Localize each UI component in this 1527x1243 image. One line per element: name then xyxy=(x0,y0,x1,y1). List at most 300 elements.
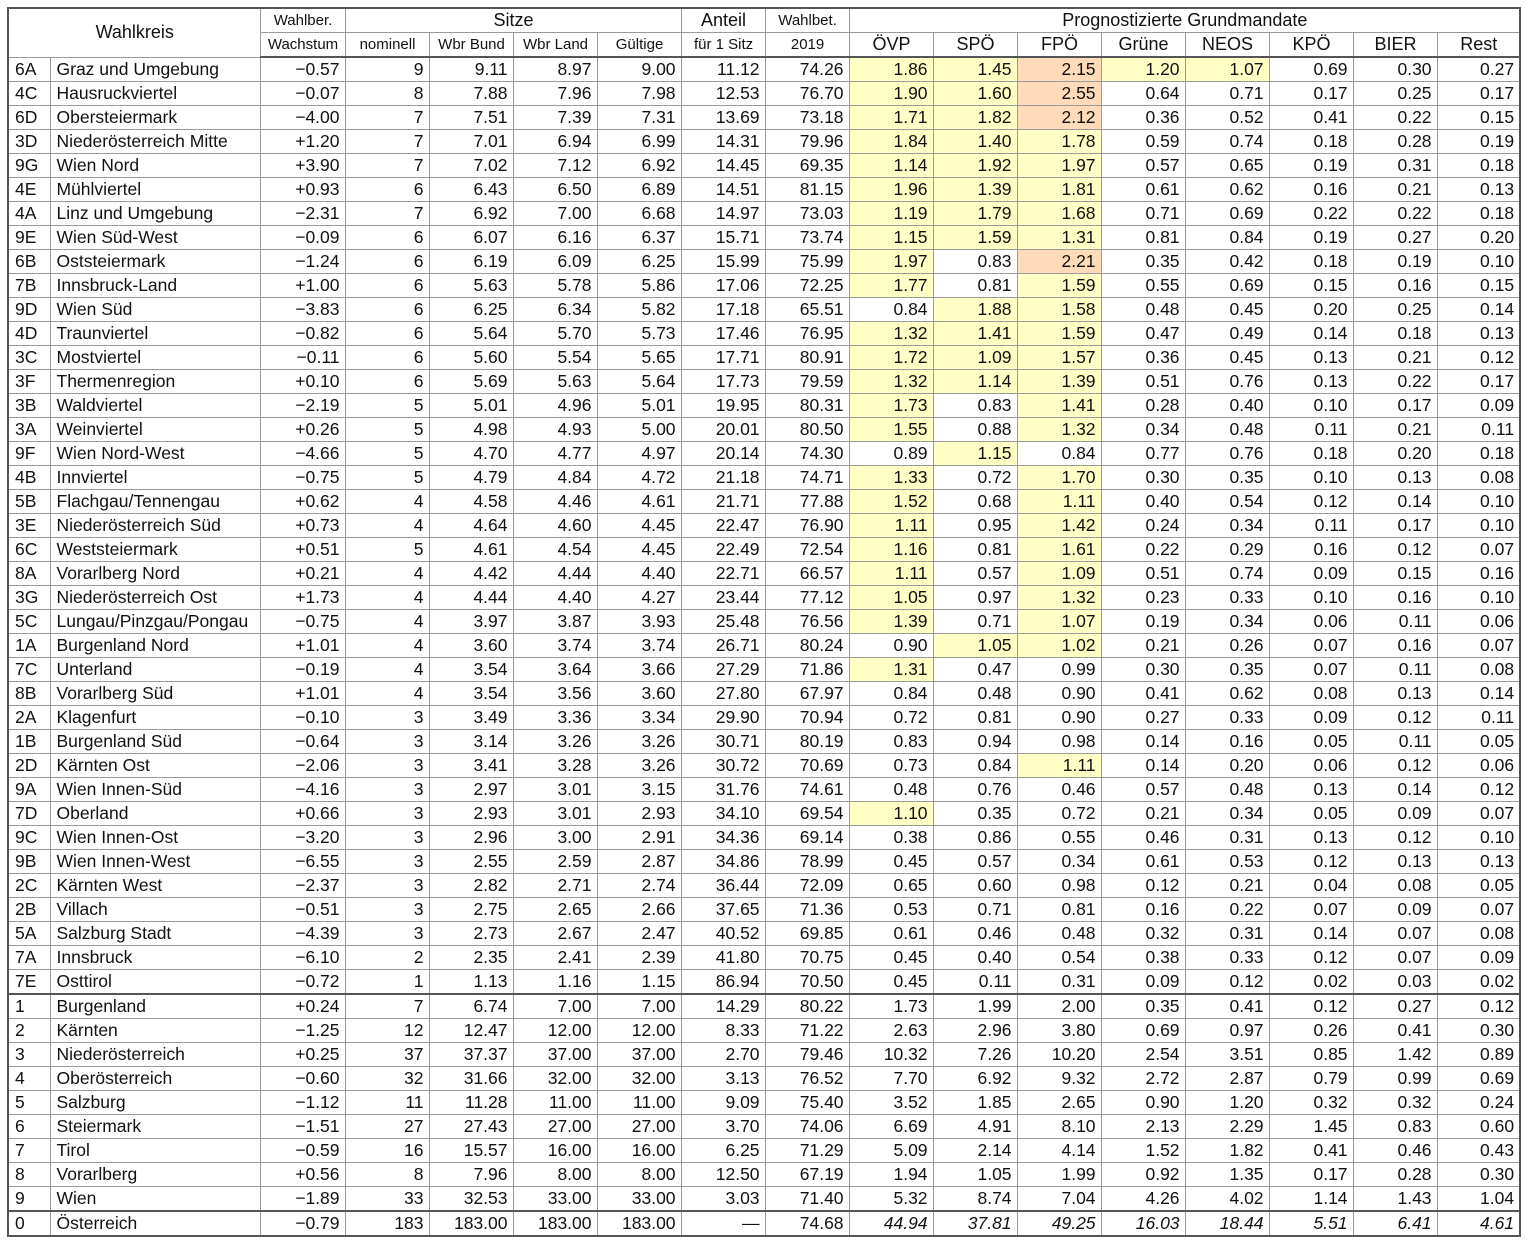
cell-anteil: 29.90 xyxy=(681,706,765,730)
cell-party-gruene: 2.54 xyxy=(1101,1043,1185,1067)
cell-party-gruene: 4.26 xyxy=(1101,1187,1185,1212)
cell-wbr-land: 2.65 xyxy=(513,898,597,922)
cell-gueltige: 6.25 xyxy=(597,250,681,274)
cell-gueltige: 3.34 xyxy=(597,706,681,730)
cell-gueltige: 4.61 xyxy=(597,490,681,514)
cell-wbr-bund: 7.02 xyxy=(429,154,513,178)
cell-wbr-land: 3.26 xyxy=(513,730,597,754)
cell-wbr-bund: 7.88 xyxy=(429,82,513,106)
cell-party-bier: 6.41 xyxy=(1353,1211,1437,1236)
cell-gueltige: 3.60 xyxy=(597,682,681,706)
cell-party-kpoe: 0.26 xyxy=(1269,1019,1353,1043)
cell-party-fpoe: 7.04 xyxy=(1017,1187,1101,1212)
cell-wahlbet: 71.22 xyxy=(765,1019,849,1043)
cell-party-kpoe: 0.69 xyxy=(1269,57,1353,82)
cell-party-kpoe: 0.41 xyxy=(1269,106,1353,130)
cell-party-gruene: 0.36 xyxy=(1101,106,1185,130)
cell-wbr-land: 6.16 xyxy=(513,226,597,250)
cell-party-fpoe: 0.72 xyxy=(1017,802,1101,826)
cell-gueltige: 9.00 xyxy=(597,57,681,82)
cell-wbr-bund: 3.54 xyxy=(429,658,513,682)
row-code: 1 xyxy=(8,994,50,1019)
cell-anteil: 2.70 xyxy=(681,1043,765,1067)
cell-party-kpoe: 0.13 xyxy=(1269,778,1353,802)
cell-party-rest: 0.18 xyxy=(1437,154,1520,178)
cell-party-gruene: 2.72 xyxy=(1101,1067,1185,1091)
cell-party-bier: 0.16 xyxy=(1353,274,1437,298)
cell-anteil: 31.76 xyxy=(681,778,765,802)
cell-nominell: 8 xyxy=(345,1163,429,1187)
cell-anteil: 17.46 xyxy=(681,322,765,346)
row-code: 8B xyxy=(8,682,50,706)
cell-party-neos: 1.07 xyxy=(1185,57,1269,82)
cell-wbr-land: 4.40 xyxy=(513,586,597,610)
row-code: 7B xyxy=(8,274,50,298)
cell-party-bier: 0.41 xyxy=(1353,1019,1437,1043)
cell-party-rest: 0.13 xyxy=(1437,178,1520,202)
cell-party-rest: 0.13 xyxy=(1437,322,1520,346)
cell-gueltige: 2.74 xyxy=(597,874,681,898)
cell-party-neos: 1.20 xyxy=(1185,1091,1269,1115)
cell-anteil: 21.71 xyxy=(681,490,765,514)
cell-party-kpoe: 0.10 xyxy=(1269,586,1353,610)
cell-wbr-land: 27.00 xyxy=(513,1115,597,1139)
row-name: Wien Innen-Süd xyxy=(50,778,260,802)
election-table-container xyxy=(7,7,1521,1237)
row-name: Burgenland xyxy=(50,994,260,1019)
cell-wahlbet: 70.94 xyxy=(765,706,849,730)
cell-party-fpoe: 1.59 xyxy=(1017,322,1101,346)
cell-anteil: 8.33 xyxy=(681,1019,765,1043)
cell-wachstum: −6.55 xyxy=(260,850,345,874)
cell-party-fpoe: 1.02 xyxy=(1017,634,1101,658)
cell-wbr-bund: 4.42 xyxy=(429,562,513,586)
cell-party-bier: 0.22 xyxy=(1353,106,1437,130)
cell-wbr-land: 3.00 xyxy=(513,826,597,850)
header-party-fpoe: FPÖ xyxy=(1017,33,1101,58)
cell-party-neos: 0.74 xyxy=(1185,130,1269,154)
cell-party-kpoe: 0.18 xyxy=(1269,442,1353,466)
cell-nominell: 7 xyxy=(345,106,429,130)
cell-party-rest: 0.10 xyxy=(1437,250,1520,274)
cell-wachstum: −1.24 xyxy=(260,250,345,274)
row-code: 9F xyxy=(8,442,50,466)
cell-wbr-land: 12.00 xyxy=(513,1019,597,1043)
cell-anteil: 14.45 xyxy=(681,154,765,178)
cell-party-kpoe: 0.15 xyxy=(1269,274,1353,298)
cell-party-neos: 0.48 xyxy=(1185,778,1269,802)
cell-party-fpoe: 49.25 xyxy=(1017,1211,1101,1236)
cell-wbr-land: 7.96 xyxy=(513,82,597,106)
district-row xyxy=(8,634,1520,658)
district-row xyxy=(8,466,1520,490)
cell-party-gruene: 0.23 xyxy=(1101,586,1185,610)
row-name: Burgenland Süd xyxy=(50,730,260,754)
cell-party-neos: 0.35 xyxy=(1185,466,1269,490)
header-party-kpoe: KPÖ xyxy=(1269,33,1353,58)
state-row xyxy=(8,1067,1520,1091)
cell-party-gruene: 0.55 xyxy=(1101,274,1185,298)
header-wahlkreis: Wahlkreis xyxy=(8,8,260,57)
cell-party-gruene: 2.13 xyxy=(1101,1115,1185,1139)
cell-nominell: 3 xyxy=(345,730,429,754)
cell-party-fpoe: 1.11 xyxy=(1017,754,1101,778)
cell-party-gruene: 0.21 xyxy=(1101,802,1185,826)
cell-party-gruene: 0.30 xyxy=(1101,466,1185,490)
cell-wbr-land: 7.12 xyxy=(513,154,597,178)
cell-party-kpoe: 0.12 xyxy=(1269,850,1353,874)
cell-party-bier: 0.12 xyxy=(1353,706,1437,730)
row-code: 3F xyxy=(8,370,50,394)
cell-party-spoe: 0.84 xyxy=(933,754,1017,778)
cell-gueltige: 5.65 xyxy=(597,346,681,370)
cell-party-neos: 0.31 xyxy=(1185,826,1269,850)
cell-wbr-bund: 7.96 xyxy=(429,1163,513,1187)
cell-party-gruene: 0.24 xyxy=(1101,514,1185,538)
cell-party-spoe: 1.05 xyxy=(933,1163,1017,1187)
cell-wahlbet: 71.86 xyxy=(765,658,849,682)
cell-nominell: 7 xyxy=(345,994,429,1019)
cell-party-oevp: 1.55 xyxy=(849,418,933,442)
row-name: Mühlviertel xyxy=(50,178,260,202)
cell-party-gruene: 0.51 xyxy=(1101,370,1185,394)
row-name: Österreich xyxy=(50,1211,260,1236)
cell-nominell: 6 xyxy=(345,370,429,394)
cell-wbr-bund: 6.25 xyxy=(429,298,513,322)
cell-party-oevp: 1.11 xyxy=(849,514,933,538)
cell-wbr-bund: 5.63 xyxy=(429,274,513,298)
row-name: Vorarlberg Nord xyxy=(50,562,260,586)
row-code: 2A xyxy=(8,706,50,730)
cell-gueltige: 7.31 xyxy=(597,106,681,130)
cell-wachstum: +1.01 xyxy=(260,682,345,706)
cell-party-fpoe: 2.00 xyxy=(1017,994,1101,1019)
cell-party-rest: 0.19 xyxy=(1437,130,1520,154)
cell-party-oevp: 1.73 xyxy=(849,394,933,418)
cell-party-bier: 0.83 xyxy=(1353,1115,1437,1139)
cell-nominell: 6 xyxy=(345,346,429,370)
cell-party-gruene: 0.36 xyxy=(1101,346,1185,370)
row-code: 2D xyxy=(8,754,50,778)
cell-party-neos: 0.20 xyxy=(1185,754,1269,778)
cell-party-bier: 0.14 xyxy=(1353,490,1437,514)
cell-party-gruene: 0.14 xyxy=(1101,730,1185,754)
cell-anteil: 37.65 xyxy=(681,898,765,922)
cell-party-oevp: 6.69 xyxy=(849,1115,933,1139)
cell-wahlbet: 80.31 xyxy=(765,394,849,418)
cell-party-kpoe: 0.06 xyxy=(1269,754,1353,778)
cell-gueltige: 7.00 xyxy=(597,994,681,1019)
cell-party-bier: 0.22 xyxy=(1353,370,1437,394)
cell-nominell: 3 xyxy=(345,922,429,946)
cell-party-kpoe: 0.14 xyxy=(1269,922,1353,946)
cell-party-spoe: 0.68 xyxy=(933,490,1017,514)
cell-party-spoe: 0.81 xyxy=(933,706,1017,730)
cell-party-spoe: 8.74 xyxy=(933,1187,1017,1212)
cell-party-kpoe: 0.05 xyxy=(1269,730,1353,754)
cell-wahlbet: 71.29 xyxy=(765,1139,849,1163)
cell-party-neos: 4.02 xyxy=(1185,1187,1269,1212)
row-code: 9A xyxy=(8,778,50,802)
row-name: Vorarlberg xyxy=(50,1163,260,1187)
cell-party-fpoe: 1.32 xyxy=(1017,586,1101,610)
cell-nominell: 11 xyxy=(345,1091,429,1115)
row-name: Salzburg xyxy=(50,1091,260,1115)
row-name: Osttirol xyxy=(50,970,260,995)
header-party-oevp: ÖVP xyxy=(849,33,933,58)
header-prognose: Prognostizierte Grundmandate xyxy=(849,8,1520,33)
cell-wachstum: +1.01 xyxy=(260,634,345,658)
cell-party-fpoe: 0.81 xyxy=(1017,898,1101,922)
cell-party-neos: 0.74 xyxy=(1185,562,1269,586)
cell-party-rest: 0.30 xyxy=(1437,1163,1520,1187)
cell-anteil: 14.31 xyxy=(681,130,765,154)
cell-gueltige: 6.68 xyxy=(597,202,681,226)
cell-wachstum: −0.82 xyxy=(260,322,345,346)
cell-party-rest: 0.11 xyxy=(1437,418,1520,442)
cell-party-fpoe: 0.55 xyxy=(1017,826,1101,850)
cell-wbr-bund: 7.51 xyxy=(429,106,513,130)
cell-nominell: 5 xyxy=(345,442,429,466)
cell-anteil: 27.29 xyxy=(681,658,765,682)
cell-party-gruene: 0.32 xyxy=(1101,922,1185,946)
cell-gueltige: 5.86 xyxy=(597,274,681,298)
cell-party-oevp: 1.90 xyxy=(849,82,933,106)
cell-anteil: 36.44 xyxy=(681,874,765,898)
cell-wbr-land: 32.00 xyxy=(513,1067,597,1091)
cell-anteil: — xyxy=(681,1211,765,1236)
cell-wbr-land: 3.36 xyxy=(513,706,597,730)
cell-wachstum: −0.64 xyxy=(260,730,345,754)
cell-party-fpoe: 2.55 xyxy=(1017,82,1101,106)
cell-wachstum: −0.57 xyxy=(260,57,345,82)
row-code: 9B xyxy=(8,850,50,874)
cell-wahlbet: 69.35 xyxy=(765,154,849,178)
cell-wahlbet: 74.68 xyxy=(765,1211,849,1236)
cell-wahlbet: 73.03 xyxy=(765,202,849,226)
cell-party-neos: 0.31 xyxy=(1185,922,1269,946)
cell-wahlbet: 69.85 xyxy=(765,922,849,946)
row-code: 6B xyxy=(8,250,50,274)
cell-wahlbet: 77.12 xyxy=(765,586,849,610)
cell-party-kpoe: 0.14 xyxy=(1269,322,1353,346)
cell-party-oevp: 1.05 xyxy=(849,586,933,610)
cell-party-spoe: 1.14 xyxy=(933,370,1017,394)
cell-party-fpoe: 0.98 xyxy=(1017,730,1101,754)
cell-party-kpoe: 0.16 xyxy=(1269,538,1353,562)
cell-party-gruene: 0.71 xyxy=(1101,202,1185,226)
cell-party-rest: 0.69 xyxy=(1437,1067,1520,1091)
cell-wachstum: −4.66 xyxy=(260,442,345,466)
cell-party-rest: 0.60 xyxy=(1437,1115,1520,1139)
cell-party-kpoe: 0.19 xyxy=(1269,154,1353,178)
header-gueltige: Gültige xyxy=(597,33,681,58)
header-wbr-land: Wbr Land xyxy=(513,33,597,58)
cell-party-gruene: 0.57 xyxy=(1101,154,1185,178)
cell-wbr-bund: 2.73 xyxy=(429,922,513,946)
row-code: 1A xyxy=(8,634,50,658)
cell-party-oevp: 44.94 xyxy=(849,1211,933,1236)
cell-party-rest: 0.09 xyxy=(1437,394,1520,418)
cell-party-kpoe: 0.20 xyxy=(1269,298,1353,322)
cell-party-bier: 0.15 xyxy=(1353,562,1437,586)
cell-party-kpoe: 0.41 xyxy=(1269,1139,1353,1163)
cell-party-gruene: 0.30 xyxy=(1101,658,1185,682)
cell-wahlbet: 76.52 xyxy=(765,1067,849,1091)
district-row xyxy=(8,706,1520,730)
cell-gueltige: 5.00 xyxy=(597,418,681,442)
cell-wbr-bund: 9.11 xyxy=(429,57,513,82)
cell-party-gruene: 0.38 xyxy=(1101,946,1185,970)
district-row xyxy=(8,57,1520,82)
cell-wbr-land: 6.34 xyxy=(513,298,597,322)
cell-party-neos: 0.69 xyxy=(1185,274,1269,298)
cell-wbr-land: 4.93 xyxy=(513,418,597,442)
cell-nominell: 12 xyxy=(345,1019,429,1043)
cell-party-gruene: 0.22 xyxy=(1101,538,1185,562)
cell-party-neos: 0.34 xyxy=(1185,802,1269,826)
cell-party-oevp: 0.89 xyxy=(849,442,933,466)
cell-wachstum: −4.00 xyxy=(260,106,345,130)
cell-party-gruene: 0.90 xyxy=(1101,1091,1185,1115)
cell-party-gruene: 0.35 xyxy=(1101,994,1185,1019)
cell-party-spoe: 0.83 xyxy=(933,250,1017,274)
district-row xyxy=(8,562,1520,586)
cell-party-spoe: 1.99 xyxy=(933,994,1017,1019)
cell-party-oevp: 0.38 xyxy=(849,826,933,850)
cell-wachstum: −2.19 xyxy=(260,394,345,418)
cell-nominell: 4 xyxy=(345,634,429,658)
cell-wahlbet: 72.09 xyxy=(765,874,849,898)
cell-party-spoe: 1.92 xyxy=(933,154,1017,178)
cell-party-neos: 0.48 xyxy=(1185,418,1269,442)
row-code: 4D xyxy=(8,322,50,346)
cell-party-gruene: 0.35 xyxy=(1101,250,1185,274)
cell-wbr-land: 5.70 xyxy=(513,322,597,346)
cell-wbr-land: 3.74 xyxy=(513,634,597,658)
cell-party-gruene: 0.81 xyxy=(1101,226,1185,250)
cell-party-oevp: 1.32 xyxy=(849,322,933,346)
cell-party-neos: 1.35 xyxy=(1185,1163,1269,1187)
cell-party-rest: 0.10 xyxy=(1437,490,1520,514)
cell-wachstum: −0.10 xyxy=(260,706,345,730)
cell-gueltige: 32.00 xyxy=(597,1067,681,1091)
cell-anteil: 14.29 xyxy=(681,994,765,1019)
cell-party-bier: 0.12 xyxy=(1353,754,1437,778)
cell-wachstum: −0.19 xyxy=(260,658,345,682)
cell-wahlbet: 73.18 xyxy=(765,106,849,130)
cell-party-kpoe: 0.09 xyxy=(1269,562,1353,586)
cell-party-oevp: 1.52 xyxy=(849,490,933,514)
cell-anteil: 27.80 xyxy=(681,682,765,706)
cell-party-gruene: 0.41 xyxy=(1101,682,1185,706)
cell-wbr-bund: 11.28 xyxy=(429,1091,513,1115)
cell-party-bier: 0.32 xyxy=(1353,1091,1437,1115)
cell-nominell: 4 xyxy=(345,490,429,514)
cell-party-bier: 0.08 xyxy=(1353,874,1437,898)
cell-wahlbet: 74.71 xyxy=(765,466,849,490)
cell-wbr-bund: 4.70 xyxy=(429,442,513,466)
cell-wbr-land: 11.00 xyxy=(513,1091,597,1115)
cell-party-spoe: 7.26 xyxy=(933,1043,1017,1067)
cell-party-neos: 0.97 xyxy=(1185,1019,1269,1043)
cell-wbr-bund: 6.19 xyxy=(429,250,513,274)
cell-wbr-land: 183.00 xyxy=(513,1211,597,1236)
cell-wbr-land: 8.97 xyxy=(513,57,597,82)
header-nominell: nominell xyxy=(345,33,429,58)
row-name: Wien Süd-West xyxy=(50,226,260,250)
cell-nominell: 7 xyxy=(345,130,429,154)
cell-wahlbet: 69.14 xyxy=(765,826,849,850)
cell-gueltige: 16.00 xyxy=(597,1139,681,1163)
row-name: Linz und Umgebung xyxy=(50,202,260,226)
cell-party-neos: 0.76 xyxy=(1185,442,1269,466)
cell-party-rest: 0.08 xyxy=(1437,466,1520,490)
cell-anteil: 22.47 xyxy=(681,514,765,538)
cell-wbr-bund: 6.92 xyxy=(429,202,513,226)
cell-party-gruene: 0.09 xyxy=(1101,970,1185,995)
row-code: 1B xyxy=(8,730,50,754)
cell-wbr-land: 4.84 xyxy=(513,466,597,490)
cell-gueltige: 6.99 xyxy=(597,130,681,154)
row-name: Wien xyxy=(50,1187,260,1212)
cell-party-fpoe: 1.31 xyxy=(1017,226,1101,250)
cell-party-fpoe: 3.80 xyxy=(1017,1019,1101,1043)
cell-party-neos: 2.29 xyxy=(1185,1115,1269,1139)
cell-party-neos: 0.45 xyxy=(1185,298,1269,322)
cell-wahlbet: 67.97 xyxy=(765,682,849,706)
state-row xyxy=(8,1043,1520,1067)
cell-anteil: 40.52 xyxy=(681,922,765,946)
cell-party-bier: 0.31 xyxy=(1353,154,1437,178)
cell-party-neos: 0.71 xyxy=(1185,82,1269,106)
cell-wahlbet: 79.59 xyxy=(765,370,849,394)
row-name: Wien Süd xyxy=(50,298,260,322)
cell-wbr-bund: 32.53 xyxy=(429,1187,513,1212)
cell-party-spoe: 0.47 xyxy=(933,658,1017,682)
cell-wachstum: +1.73 xyxy=(260,586,345,610)
cell-party-fpoe: 10.20 xyxy=(1017,1043,1101,1067)
cell-party-neos: 0.53 xyxy=(1185,850,1269,874)
cell-wbr-land: 5.63 xyxy=(513,370,597,394)
cell-wbr-land: 2.67 xyxy=(513,922,597,946)
district-row xyxy=(8,802,1520,826)
cell-wbr-bund: 3.54 xyxy=(429,682,513,706)
cell-wahlbet: 81.15 xyxy=(765,178,849,202)
row-code: 8 xyxy=(8,1163,50,1187)
cell-party-bier: 0.09 xyxy=(1353,898,1437,922)
cell-nominell: 6 xyxy=(345,226,429,250)
row-name: Niederösterreich Ost xyxy=(50,586,260,610)
cell-wbr-land: 3.01 xyxy=(513,802,597,826)
row-code: 6 xyxy=(8,1115,50,1139)
cell-party-spoe: 0.83 xyxy=(933,394,1017,418)
cell-wahlbet: 80.22 xyxy=(765,994,849,1019)
cell-wbr-bund: 7.01 xyxy=(429,130,513,154)
cell-party-bier: 0.17 xyxy=(1353,514,1437,538)
cell-wahlbet: 74.61 xyxy=(765,778,849,802)
cell-nominell: 3 xyxy=(345,874,429,898)
cell-party-oevp: 1.32 xyxy=(849,370,933,394)
cell-wbr-land: 6.09 xyxy=(513,250,597,274)
cell-party-kpoe: 0.11 xyxy=(1269,514,1353,538)
cell-wahlbet: 80.50 xyxy=(765,418,849,442)
cell-party-oevp: 0.72 xyxy=(849,706,933,730)
cell-wachstum: +0.21 xyxy=(260,562,345,586)
cell-party-rest: 0.10 xyxy=(1437,586,1520,610)
cell-nominell: 3 xyxy=(345,826,429,850)
state-row xyxy=(8,1187,1520,1212)
